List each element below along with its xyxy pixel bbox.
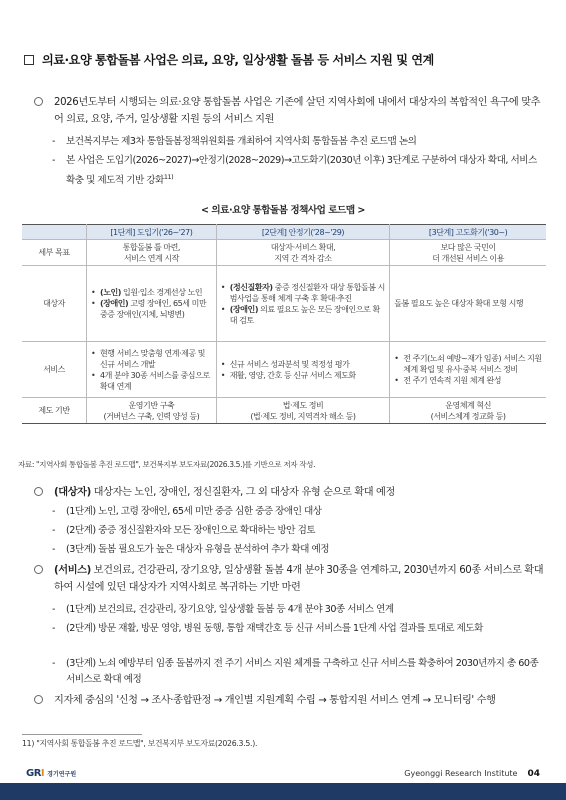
footnote: 11) "지역사회 통합돌봄 추진 로드맵", 보건복지부 보도자료(2026.3.5.). xyxy=(22,739,258,748)
table-row-base xyxy=(22,398,546,424)
footnote-ref[interactable]: 11) xyxy=(163,173,174,181)
header-stage-3: [3단계] 고도화기('30~) xyxy=(390,225,546,240)
table-header-row xyxy=(22,225,546,240)
paragraph-intro-text: 2026년도부터 시행되는 의료·요양 통합돌봄 사업은 기존에 살던 지역사회에 내에서 대상자의 복합적인 욕구에 맞추어 의료, 요양, 주거, 일상생활 지원 등의 서비스 지원 xyxy=(54,97,541,125)
dash-item-1: - 보건복지부는 제3차 통합돌봄정책위원회를 개최하여 지역사회 통합돌봄 추진 로드맵 논의 xyxy=(52,134,546,150)
institute-name: Gyeonggi Research Institute xyxy=(404,769,518,778)
goal-stage-2: 대상자·서비스 확대, 지역 간 격차 감소 xyxy=(216,240,389,266)
target-stage-2: • (정신질환자) 중증 정신질환자 대상 통합돌봄 시범사업을 통해 체계 구축 후 확대·추진 • (장애인) 의료 필요도 높은 모든 장애인으로 확대 검토 xyxy=(216,266,389,342)
org-name: 경기연구원 xyxy=(47,771,77,778)
roadmap-table xyxy=(22,224,546,424)
row-label-target: 대상자 xyxy=(22,266,87,342)
table-source: 자료: "지역사회 통합돌봄 추진 로드맵", 보건복지부 보도자료(2026.3.5.)를 기반으로 저자 작성. xyxy=(18,460,316,469)
row-label-goal: 세부 목표 xyxy=(22,240,87,266)
dash-item-2-text: 본 사업은 도입기(2026~2027)→안정기(2028~2029)→고도화기(2030년 이후) 3단계로 구분하여 대상자 확대, 서비스 확충 및 제도적 기반 강화 xyxy=(66,155,537,187)
target-stage-1: • (노인) 입원·입소 경계선상 노인 • (장애인) 고령 장애인, 65세 미만 중증 장애인(지체, 뇌병변) xyxy=(87,266,217,342)
goal-stage-1: 통합돌봄 틀 마련, 서비스 연계 시작 xyxy=(87,240,217,266)
header-stage-1: [1단계] 도입기('26~'27) xyxy=(87,225,217,240)
goal-stage-3: 보다 많은 국민이 더 개선된 서비스 이용 xyxy=(390,240,546,266)
page-footer-info xyxy=(404,769,540,779)
heading-text: 의료·요양 통합돌봄 사업은 의료, 요양, 일상생활 돌봄 등 서비스 지원 및 연계 xyxy=(42,53,434,67)
dash-item-1-text: 보건복지부는 제3차 통합돌봄정책위원회를 개최하여 지역사회 통합돌봄 추진 로드맵 논의 xyxy=(66,136,417,147)
service-stage-3: • 전 주기(노쇠 예방~재가 임종) 서비스 지원 체계 확립 및 유사·중복 서비스 정비 • 전 주기 연속적 지원 체계 완성 xyxy=(390,342,546,398)
dash-target-2: - (2단계) 중증 정신질환자와 모든 장애인으로 확대하는 방안 검토 xyxy=(52,525,316,536)
header-stage-2: [2단계] 안정기('28~'29) xyxy=(216,225,389,240)
dash-target-1: - (1단계) 노인, 고령 장애인, 65세 미만 중증 심한 중증 장애인 대상 xyxy=(52,506,322,517)
page-number: 04 xyxy=(527,769,540,779)
paragraph-service: (서비스) 보건의료, 건강관리, 장기요양, 일상생활 돌봄 4개 분야 30종을 연계하고, 2030년까지 60종 서비스로 확대하여 시설에 있던 대상자가 지역사회로 복귀하는 기반 마련 xyxy=(34,562,544,596)
gri-logo: GRI 경기연구원 xyxy=(26,768,77,779)
square-bullet-icon xyxy=(24,55,34,65)
dash-target-3: - (3단계) 돌봄 필요도가 높은 대상자 유형을 분석하여 추가 확대 예정 xyxy=(52,544,329,555)
service-stage-2: • 신규 서비스 성과분석 및 적정성 평가 • 재활, 영양, 간호 등 신규 서비스 제도화 xyxy=(216,342,389,398)
paragraph-intro xyxy=(34,94,544,128)
table-row-target xyxy=(22,266,546,342)
base-stage-2: 법·제도 정비 (법·제도 정비, 지역격차 해소 등) xyxy=(216,398,389,424)
dash-service-3: - (3단계) 노쇠 예방부터 임종 돌봄까지 전 주기 서비스 지원 체계를 구축하고 신규 서비스를 확충하여 2030년까지 총 60종 서비스로 확대 예정 xyxy=(52,658,539,685)
paragraph-process: 지자체 중심의 '신청 → 조사·종합판정 → 개인별 지원계획 수립 → 통합지원 서비스 연계 → 모니터링' 수행 xyxy=(34,692,544,709)
service-stage-1: • 현행 서비스 맞춤형 연계·제공 및 신규 서비스 개발 • 4개 분야 30종 서비스를 중심으로 확대 연계 xyxy=(87,342,217,398)
row-label-service: 서비스 xyxy=(22,342,87,398)
dash-item-2: - 본 사업은 도입기(2026~2027)→안정기(2028~2029)→고도화기(2030년 이후) 3단계로 구분하여 대상자 확대, 서비스 확충 및 제도적 기반 강화$^{11)}$ xyxy=(52,155,537,187)
paragraph-target: (대상자) 대상자는 노인, 장애인, 정신질환자, 그 외 대상자 유형 순으로 확대 예정 xyxy=(34,484,544,501)
base-stage-1: 운영기반 구축 (거버넌스 구축, 인력 양성 등) xyxy=(87,398,217,424)
dash-service-1: - (1단계) 보건의료, 건강관리, 장기요양, 일상생활 돌봄 등 4개 분야 30종 서비스 연계 xyxy=(52,604,394,615)
circle-bullet-icon xyxy=(34,695,43,704)
dash-service-2: - (2단계) 방문 재활, 방문 영양, 병원 동행, 통합 재택간호 등 신규 서비스를 1단계 사업 결과를 토대로 제도화 xyxy=(52,623,483,634)
row-label-base: 제도 기반 xyxy=(22,398,87,424)
table-row-goal xyxy=(22,240,546,266)
base-stage-3: 운영체계 혁신 (서비스체계 정교화 등) xyxy=(390,398,546,424)
footnote-divider xyxy=(22,734,142,735)
circle-bullet-icon xyxy=(34,487,43,496)
footer-bar xyxy=(0,783,566,800)
circle-bullet-icon xyxy=(34,565,43,574)
section-heading xyxy=(24,51,554,68)
table-row-service xyxy=(22,342,546,398)
target-stage-3: 돌봄 필요도 높은 대상자 확대 모형 시행 xyxy=(390,266,546,342)
circle-bullet-icon xyxy=(34,97,43,106)
table-caption: < 의료·요양 통합돌봄 정책사업 로드맵 > xyxy=(201,205,365,216)
